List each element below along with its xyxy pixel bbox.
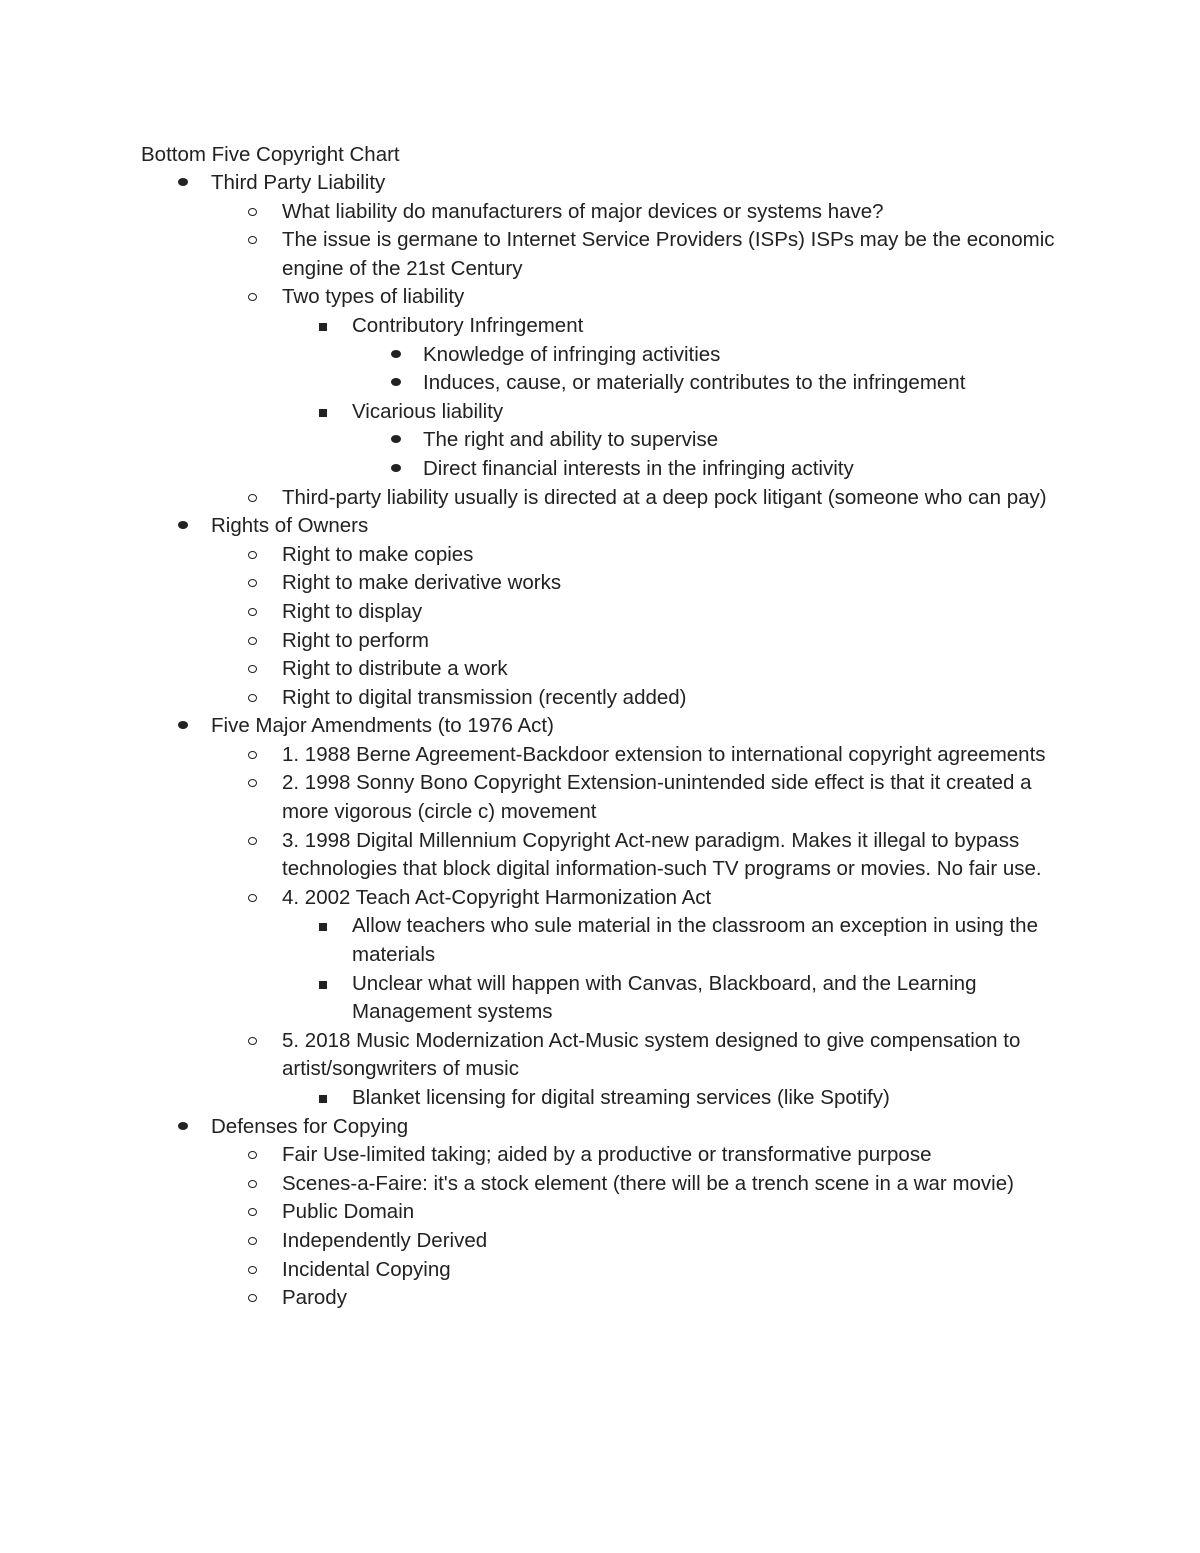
list-item-text: Defenses for Copying: [211, 1114, 409, 1138]
bullet-circle-icon: [248, 779, 257, 787]
list-item: [0, 627, 1200, 656]
bullet-square-icon: [319, 923, 327, 931]
nested-list: [0, 198, 1200, 513]
list-item-text: Right to make derivative works: [282, 571, 562, 595]
list-item-text: Direct financial interests in the infringing activity: [423, 456, 854, 480]
list-item-row: [0, 1027, 1062, 1084]
bullet-square-icon: [319, 323, 327, 331]
bullet-square-icon: [319, 1095, 327, 1103]
list-item-text: What liability do manufacturers of major devices or systems have?: [282, 199, 884, 223]
bullet-disc-icon: [178, 721, 188, 729]
list-item: [0, 712, 1200, 1112]
list-item: [0, 598, 1200, 627]
nested-list: [0, 741, 1200, 1113]
list-item-row: [0, 1256, 1062, 1285]
list-item-row: [0, 884, 1062, 913]
list-item-row: [0, 226, 1062, 283]
list-item-row: [0, 827, 1062, 884]
list-item-row: [0, 569, 1062, 598]
bullet-disc-icon: [391, 435, 401, 443]
bullet-circle-icon: [248, 665, 257, 673]
bullet-disc-icon: [391, 464, 401, 472]
list-item: [0, 484, 1200, 513]
list-item-text: 3. 1998 Digital Millennium Copyright Act-new paradigm. Makes it illegal to bypass technologies that block digital information-such TV programs or movies. No fair use.: [282, 828, 1042, 881]
list-item: [0, 884, 1200, 1027]
list-item-row: [0, 1198, 1062, 1227]
list-item: [0, 369, 1200, 398]
list-item-row: [0, 512, 1061, 541]
list-item: [0, 1227, 1200, 1256]
nested-list: [0, 541, 1200, 713]
list-item: [0, 970, 1200, 1027]
list-item: [0, 455, 1200, 484]
list-item: [0, 827, 1200, 884]
list-item-row: [0, 970, 1062, 1027]
list-item-text: Parody: [282, 1286, 347, 1310]
nested-list: [0, 1084, 1200, 1113]
nested-list: [0, 1141, 1200, 1313]
list-item-text: Third Party Liability: [211, 171, 386, 194]
list-item-row: [0, 1113, 1061, 1142]
nested-list: [0, 341, 1200, 398]
list-item-row: [0, 541, 1062, 570]
bullet-circle-icon: [248, 494, 257, 502]
list-item-text: Right to make copies: [282, 542, 474, 566]
list-item-text: Incidental Copying: [282, 1257, 451, 1281]
bullet-circle-icon: [248, 608, 257, 616]
list-item-text: Right to distribute a work: [282, 657, 508, 681]
list-item-row: [0, 627, 1062, 656]
list-item: [0, 655, 1200, 684]
bullet-square-icon: [319, 409, 327, 417]
list-item-row: [0, 1284, 1062, 1313]
list-item-text: Allow teachers who sule material in the classroom an exception in using the materials: [352, 914, 1038, 967]
list-item: [0, 769, 1200, 826]
list-item-text: Unclear what will happen with Canvas, Blackboard, and the Learning Management systems: [352, 971, 977, 1024]
bullet-circle-icon: [248, 637, 257, 645]
list-item-text: The issue is germane to Internet Service Providers (ISPs) ISPs may be the economic engine of the 21st Century: [282, 228, 1055, 280]
list-item-text: 5. 2018 Music Modernization Act-Music system designed to give compensation to artist/songwriters of music: [282, 1028, 1021, 1081]
list-item-row: [0, 484, 1062, 513]
list-item-row: [0, 1141, 1062, 1170]
bullet-circle-icon: [248, 751, 257, 759]
list-item-text: Right to digital transmission (recently added): [282, 685, 687, 709]
nested-list: [0, 912, 1200, 1026]
bullet-circle-icon: [248, 1294, 257, 1302]
bullet-circle-icon: [248, 579, 257, 587]
list-item-row: [0, 341, 1063, 370]
list-item-row: [0, 398, 1062, 427]
list-item-row: [0, 598, 1062, 627]
list-item-row: [0, 198, 1062, 227]
list-item-text: 2. 1998 Sonny Bono Copyright Extension-unintended side effect is that it created a more vigorous (circle c) movement: [282, 771, 1032, 824]
outline-list: [0, 169, 1200, 1313]
document-title: Bottom Five Copyright Chart: [141, 143, 400, 166]
list-item-text: 1. 1988 Berne Agreement-Backdoor extension to international copyright agreements: [282, 742, 1046, 766]
list-item-text: Third-party liability usually is directed at a deep pock litigant (someone who can pay): [282, 485, 1047, 509]
list-item-text: Contributory Infringement: [352, 313, 584, 337]
nested-list: [0, 426, 1200, 483]
bullet-circle-icon: [248, 551, 257, 559]
list-item: [0, 341, 1200, 370]
bullet-circle-icon: [248, 894, 257, 902]
bullet-circle-icon: [248, 1151, 257, 1159]
bullet-circle-icon: [248, 1180, 257, 1188]
nested-list: [0, 312, 1200, 484]
bullet-circle-icon: [248, 694, 257, 702]
list-item-row: [0, 312, 1062, 341]
list-item-text: Blanket licensing for digital streaming services (like Spotify): [352, 1086, 890, 1109]
list-item: [0, 1084, 1200, 1113]
list-item: [0, 312, 1200, 398]
bullet-circle-icon: [248, 293, 257, 301]
list-item-row: [0, 769, 1062, 826]
list-item: [0, 169, 1200, 512]
list-item-text: Right to display: [282, 599, 423, 623]
bullet-disc-icon: [178, 178, 188, 186]
list-item-text: Right to perform: [282, 628, 429, 652]
bullet-circle-icon: [248, 208, 257, 216]
list-item: [0, 1198, 1200, 1227]
list-item: [0, 1170, 1200, 1199]
list-item-text: 4. 2002 Teach Act-Copyright Harmonization Act: [282, 885, 712, 909]
list-item-text: Independently Derived: [282, 1228, 488, 1252]
list-item-text: Vicarious liability: [352, 399, 504, 423]
list-item-row: [0, 712, 1061, 741]
list-item-text: The right and ability to supervise: [423, 428, 719, 452]
list-item: [0, 198, 1200, 227]
list-item: [0, 541, 1200, 570]
bullet-square-icon: [319, 981, 327, 989]
bullet-disc-icon: [178, 1122, 188, 1130]
list-item-text: Scenes-a-Faire: it's a stock element (there will be a trench scene in a war movie): [282, 1171, 1014, 1195]
list-item: [0, 1284, 1200, 1313]
list-item: [0, 1027, 1200, 1113]
list-item-row: [0, 1170, 1062, 1199]
list-item: [0, 426, 1200, 455]
list-item: [0, 741, 1200, 770]
list-item-text: Two types of liability: [282, 285, 465, 309]
bullet-circle-icon: [248, 236, 257, 244]
list-item-row: [0, 684, 1062, 713]
list-item: [0, 1113, 1200, 1313]
list-item-text: Public Domain: [282, 1200, 415, 1224]
bullet-circle-icon: [248, 837, 257, 845]
list-item-row: [0, 369, 1063, 398]
list-item-text: Five Major Amendments (to 1976 Act): [211, 714, 554, 738]
bullet-disc-icon: [391, 378, 401, 386]
list-item: [0, 684, 1200, 713]
list-item-text: Rights of Owners: [211, 514, 369, 538]
bullet-disc-icon: [178, 521, 188, 529]
list-item: [0, 398, 1200, 484]
list-item: [0, 512, 1200, 712]
bullet-circle-icon: [248, 1208, 257, 1216]
list-item: [0, 1141, 1200, 1170]
list-item: [0, 1256, 1200, 1285]
list-item-row: [0, 426, 1063, 455]
bullet-circle-icon: [248, 1266, 257, 1274]
list-item-text: Induces, cause, or materially contributes to the infringement: [423, 371, 966, 395]
bullet-circle-icon: [248, 1237, 257, 1245]
list-item-row: [0, 283, 1062, 312]
list-item: [0, 912, 1200, 969]
list-item-row: [0, 655, 1062, 684]
list-item-row: [0, 912, 1062, 969]
list-item-row: [0, 1084, 1062, 1113]
list-item-text: Fair Use-limited taking; aided by a productive or transformative purpose: [282, 1143, 932, 1167]
bullet-disc-icon: [391, 350, 401, 358]
list-item: [0, 569, 1200, 598]
list-item-text: Knowledge of infringing activities: [423, 342, 721, 366]
list-item-row: [0, 741, 1062, 770]
bullet-circle-icon: [248, 1037, 257, 1045]
list-item: [0, 226, 1200, 283]
list-item-row: [0, 169, 1061, 198]
list-item: [0, 283, 1200, 483]
list-item-row: [0, 1227, 1062, 1256]
list-item-row: [0, 455, 1063, 484]
